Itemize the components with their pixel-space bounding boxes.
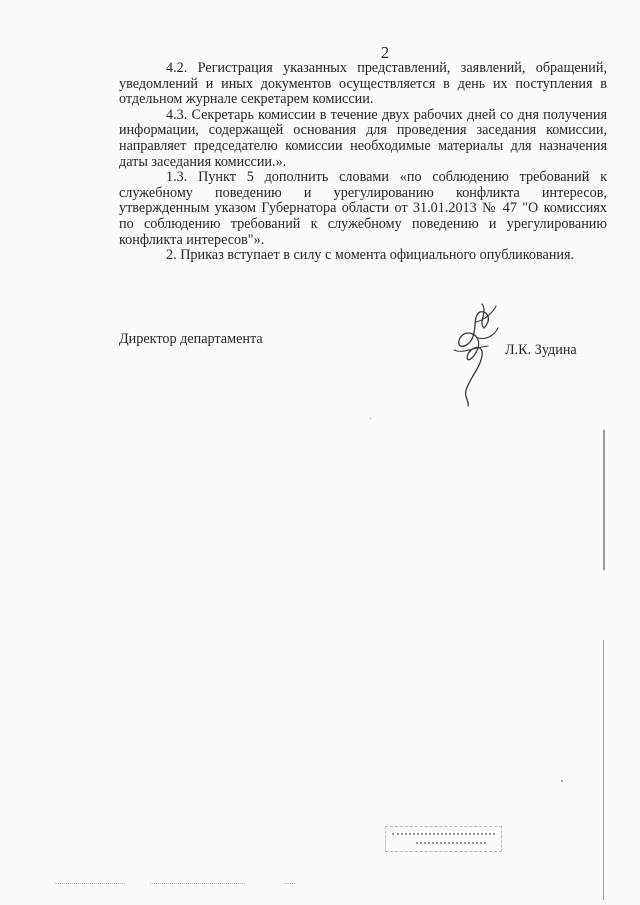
signer-name: Л.К. Зудина (505, 342, 577, 358)
document-body (119, 61, 607, 264)
signer-position: Директор департамента (119, 331, 263, 347)
stamp-line-2 (416, 842, 486, 847)
scan-dots (285, 883, 295, 886)
paragraph-1-3: 1.3. Пункт 5 дополнить словами «по соблюдению требований к служебному поведению и урегулированию конфликта интересов, утвержденным указом Губернатора области от 31.01.2013 № 47 "О комиссиях по соблюдению требований к служебному поведению и урегулированию конфликта интересов"». (119, 169, 607, 248)
paragraph-2: 2. Приказ вступает в силу с момента официального опубликования. (166, 247, 575, 264)
scan-dots (55, 883, 125, 886)
paragraph-4-2: 4.2. Регистрация указанных представлений, заявлений, обращений, уведомлений и иных документов осуществляется в день их поступления в отдельном журнале секретарем комиссии. (119, 60, 607, 108)
scan-edge-mark (603, 430, 605, 570)
scan-speck (370, 418, 371, 419)
scan-speck (561, 780, 563, 782)
paragraph-4-3: 4.3. Секретарь комиссии в течение двух рабочих дней со дня получения информации, содержащей основания для проведения заседания комиссии, направляет председателю комиссии необходимые материалы для назначения даты заседания комиссии.». (119, 106, 607, 170)
handwritten-signature (448, 298, 508, 408)
scan-dots (150, 883, 245, 886)
scan-edge-mark (603, 640, 604, 900)
stamp-line-1 (392, 833, 495, 838)
page-number: 2 (380, 43, 390, 62)
registration-stamp (385, 826, 502, 852)
